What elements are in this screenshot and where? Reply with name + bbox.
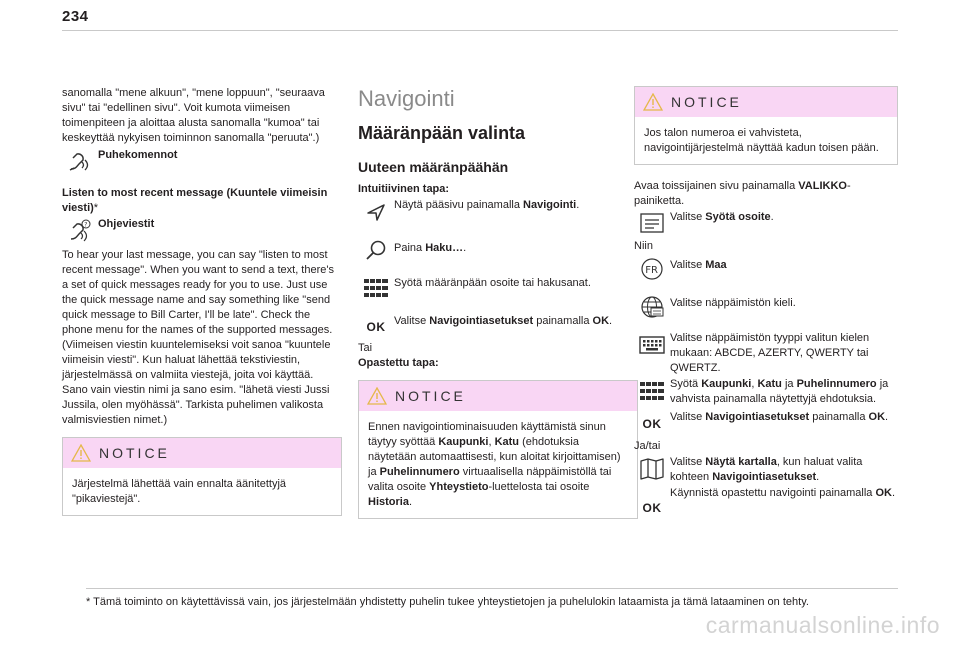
niin-label: Niin bbox=[634, 240, 653, 252]
step-country: FR Valitse Maa bbox=[634, 254, 898, 284]
notice-title: NOTICE bbox=[671, 93, 742, 110]
ok-icon: OK bbox=[366, 319, 386, 334]
voice-command-icon bbox=[62, 147, 98, 177]
ok-icon: OK bbox=[642, 416, 662, 431]
watermark: carmanualsonline.info bbox=[705, 612, 940, 638]
ja-tai-label: Ja/tai bbox=[634, 440, 661, 452]
keyboard-language-icon bbox=[634, 292, 670, 322]
column-1 bbox=[62, 86, 342, 516]
search-icon bbox=[358, 235, 394, 265]
help-message-icon bbox=[62, 216, 98, 246]
country-fr-icon bbox=[634, 254, 670, 284]
notice-text: Järjestelmä lähettää vain ennalta äänitettyjä "pikaviestejä". bbox=[72, 478, 287, 505]
step-enter-address: Syötä määränpään osoite tai hakusanat. bbox=[358, 273, 638, 303]
step-keyboard-language: Valitse näppäimistön kieli. bbox=[634, 292, 898, 322]
help-messages-row bbox=[62, 216, 342, 246]
notice-text: Jos talon numeroa ei vahvisteta, navigointijärjestelmä näyttää kadun toisen pään. bbox=[644, 127, 879, 154]
notice-text: Ennen navigointiominaisuuden käyttämistä sinun täytyy syöttää Kaupunki, Katu (ehdotuksia näytetään automaattisesti, kun aloitat kirjoittamisen) ja Puhelinnumero virtuaalisella näppäimistöllä tai valita osoite Yhteystieto-luettelosta tai osoite Historia. bbox=[368, 421, 621, 508]
footnote: * Tämä toiminto on käytettävissä vain, jos järjestelmään yhdistetty puhelin tukee yhteystietojen ja puhelulokin lataamista ja tämä lataaminen on tehty. bbox=[86, 596, 809, 608]
navigation-arrow-icon bbox=[358, 197, 394, 227]
warning-triangle-icon bbox=[643, 93, 663, 111]
warning-triangle-icon bbox=[367, 387, 387, 405]
footnote-divider bbox=[86, 588, 898, 589]
step-navigation: Näytä pääsivu painamalla Navigointi. bbox=[358, 197, 638, 227]
step-ok-nav-settings: OK Valitse Navigointiasetukset painamalla OK. bbox=[358, 313, 638, 341]
warning-triangle-icon bbox=[71, 444, 91, 462]
step-keyboard-type: Valitse näppäimistön tyyppi valitun kielen mukaan: ABCDE, AZERTY, QWERTY tai QWERTZ. bbox=[634, 330, 898, 376]
map-icon bbox=[634, 454, 670, 484]
grid-menu-icon bbox=[358, 273, 394, 303]
step-ok-nav-settings: OK Valitse Navigointiasetukset painamalla OK. bbox=[634, 409, 898, 439]
voice-commands-row bbox=[62, 147, 342, 177]
new-destination-heading: Uuteen määränpäähän bbox=[358, 159, 509, 175]
svg-text:FR: FR bbox=[645, 265, 658, 276]
grid-menu-icon bbox=[634, 376, 670, 406]
step-enter-address: Valitse Syötä osoite. bbox=[634, 209, 898, 239]
asterisk: * bbox=[93, 202, 99, 214]
notice-title: NOTICE bbox=[395, 387, 466, 404]
notice-box-1 bbox=[62, 437, 342, 516]
step-start-guidance: OK Käynnistä opastettu navigointi painamalla OK. bbox=[634, 485, 898, 523]
tai-label: Tai bbox=[358, 342, 373, 354]
guided-method-label: Opastettu tapa: bbox=[358, 357, 439, 369]
column-2 bbox=[358, 86, 638, 519]
listen-heading: Listen to most recent message (Kuuntele viimeisin viesti) bbox=[62, 187, 328, 214]
ok-icon: OK bbox=[642, 500, 662, 515]
quick-message-paragraph: To hear your last message, you can say "listen to most recent message". When you want to send a text, there's a set of quick messages ready for you to use. Just use the quick message name and say something like "send quick message to Bill Carter, I'll be late". Check the phone menu for the names of the supported messages. (Viimeisen viestin kuuntelemiseksi voit sanoa "kuuntele viimeisin viesti". Kun haluat lähettää tekstiviestin, järjestelmässä on valmiita viestejä, joita voi käyttää. Sano vain viestin nimi ja sano esim. "lähetä viesti Jussi Jussila, olen myöhässä". Tarkista puhelimen valikosta valmisviestien nimet.) bbox=[62, 249, 334, 426]
keyboard-icon bbox=[634, 330, 670, 360]
step-city-street: Syötä Kaupunki, Katu ja Puhelinnumero ja vahvista painamalla näytettyjä ehdotuksia. bbox=[634, 362, 898, 407]
intuitive-method-label: Intuitiivinen tapa: bbox=[358, 183, 450, 195]
top-divider bbox=[62, 30, 898, 31]
destination-heading: Määränpään valinta bbox=[358, 123, 526, 143]
notice-box-2 bbox=[358, 380, 638, 519]
page-number: 234 bbox=[62, 8, 89, 25]
navigation-heading: Navigointi bbox=[358, 86, 455, 111]
open-menu-text: Avaa toissijainen sivu painamalla VALIKKO-painiketta. bbox=[634, 180, 851, 207]
voice-commands-paragraph: sanomalla "mene alkuun", "mene loppuun", "seuraava sivu" tai "edellinen sivu". Voit kumota viimeisen toimenpiteen ja aloittaa alusta sanomalla "kumoa" tai keskeyttää nykyisen toiminnon sanomalla "peruuta".) bbox=[62, 87, 325, 144]
svg-text:?: ? bbox=[84, 221, 88, 229]
notice-title: NOTICE bbox=[99, 444, 170, 461]
step-show-map: Valitse Näytä kartalla, kun haluat valita kohteen Navigointiasetukset. bbox=[634, 454, 898, 485]
step-search: Paina Haku…. bbox=[358, 235, 638, 265]
column-3 bbox=[634, 86, 898, 523]
help-messages-label: Ohjeviestit bbox=[98, 218, 155, 230]
notice-box-3 bbox=[634, 86, 898, 165]
address-entry-icon bbox=[634, 209, 670, 239]
voice-commands-label: Puhekomennot bbox=[98, 149, 178, 161]
